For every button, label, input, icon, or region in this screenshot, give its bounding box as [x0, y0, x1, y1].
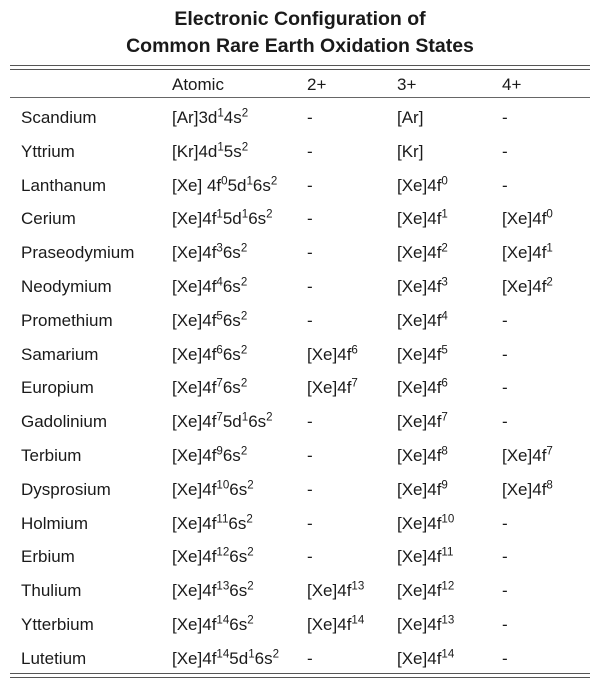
- table-row: [0, 236, 600, 270]
- ox-3plus: $[Xe]4f^7$: [397, 411, 448, 432]
- atomic-config: $[Xe]4f^56s^2$: [172, 310, 248, 330]
- element-name: Neodymium: [21, 276, 112, 296]
- ox-4plus: -: [502, 581, 508, 601]
- ox-2plus: -: [307, 513, 313, 533]
- element-name: Gadolinium: [21, 412, 107, 432]
- table-row: [0, 608, 600, 642]
- ox-3plus: $[Xe]4f^4$: [397, 310, 448, 330]
- element-name: Erbium: [21, 547, 75, 567]
- header-2plus: 2+: [307, 75, 327, 94]
- title-line-1: Electronic Configuration of: [174, 8, 426, 30]
- ox-3plus: $[Xe]4f^{13}$: [397, 614, 455, 634]
- element-name: Terbium: [21, 445, 82, 465]
- table-row: [0, 202, 600, 236]
- ox-4plus: -: [502, 310, 508, 330]
- element-name: Yttrium: [21, 141, 75, 161]
- table-row: [0, 439, 600, 473]
- ox-3plus: $[Xe]4f^{10}$: [397, 513, 455, 533]
- top-rule-outer: [10, 65, 590, 66]
- ox-2plus: -: [307, 175, 313, 195]
- table-row: [0, 101, 600, 135]
- atomic-config: $[Xe]4f^{11}6s^2$: [172, 513, 253, 533]
- ox-2plus: $[Xe]4f^{14}$: [307, 614, 365, 634]
- table-row: [0, 574, 600, 608]
- ox-3plus: $[Xe]4f^6$: [397, 378, 448, 398]
- ox-3plus: $[Xe]4f^8$: [397, 445, 448, 465]
- ox-4plus: -: [502, 513, 508, 533]
- ox-3plus: $[Xe]4f^1$: [397, 209, 448, 229]
- table-row: [0, 507, 600, 541]
- element-name: Dysprosium: [21, 479, 111, 499]
- atomic-config: $[Xe]4f^{10}6s^2$: [172, 479, 254, 499]
- header-4plus: 4+: [502, 75, 522, 94]
- ox-4plus: -: [502, 614, 508, 634]
- element-name: Samarium: [21, 344, 99, 364]
- ox-2plus: -: [307, 141, 313, 161]
- ox-4plus: $[Xe]4f^0$: [502, 209, 553, 229]
- table-row: [0, 338, 600, 372]
- table-row: [0, 473, 600, 507]
- table-row: [0, 405, 600, 439]
- atomic-config: $[Xe]4f^66s^2$: [172, 344, 248, 364]
- table-row: [0, 371, 600, 405]
- ox-2plus: -: [307, 108, 313, 127]
- element-name: Holmium: [21, 513, 89, 533]
- ox-2plus: -: [307, 547, 313, 567]
- header-3plus: 3+: [397, 75, 417, 94]
- header-rule: [10, 97, 590, 98]
- ox-4plus: -: [502, 141, 508, 161]
- ox-3plus: $[Xe]4f^3$: [397, 276, 448, 296]
- atomic-config: $[Xe]4f^75d^16s^2$: [172, 411, 273, 432]
- atomic-config: $[Xe]4f^{12}6s^2$: [172, 547, 254, 567]
- element-name: Lanthanum: [21, 175, 107, 195]
- atomic-config: $[Xe]4f^{14}6s^2$: [172, 614, 254, 634]
- title-line-2: Common Rare Earth Oxidation States: [126, 35, 474, 57]
- ox-4plus: $[Xe]4f^1$: [502, 242, 553, 263]
- ox-4plus: -: [502, 648, 508, 668]
- table-row: [0, 270, 600, 304]
- table-row: [0, 642, 600, 676]
- atomic-config: $[Xe]4f^15d^16s^2$: [172, 209, 273, 229]
- table-row: [0, 169, 600, 203]
- ox-4plus: $[Xe]4f^2$: [502, 276, 553, 296]
- ox-3plus: [Ar]: [397, 108, 424, 127]
- element-name: Scandium: [21, 108, 97, 127]
- element-name: Thulium: [21, 581, 82, 601]
- ox-4plus: -: [502, 108, 508, 127]
- ox-2plus: $[Xe]4f^6$: [307, 344, 358, 364]
- ox-2plus: -: [307, 445, 313, 465]
- ox-4plus: -: [502, 344, 508, 364]
- ox-3plus: $[Xe]4f^{14}$: [397, 648, 455, 668]
- ox-3plus: $[Xe]4f^{12}$: [397, 580, 455, 601]
- ox-3plus: $[Xe]4f^{11}$: [397, 547, 454, 567]
- ox-3plus: [Kr]: [397, 141, 424, 161]
- atomic-config: $[Kr]4d^15s^2$: [172, 141, 249, 161]
- ox-4plus: $[Xe]4f^8$: [502, 479, 553, 499]
- bottom-rule-inner: [10, 673, 590, 674]
- atomic-config: [Xe] $4f^05d^16s^2$: [172, 175, 278, 195]
- table-title: [0, 6, 600, 60]
- ox-2plus: -: [307, 243, 313, 263]
- element-name: Promethium: [21, 310, 113, 330]
- element-name: Ytterbium: [21, 614, 94, 634]
- atomic-config: $[Xe]4f^36s^2$: [172, 242, 248, 263]
- atomic-config: $[Xe]4f^76s^2$: [172, 378, 248, 398]
- top-rule-inner: [10, 69, 590, 70]
- ox-3plus: $[Xe]4f^9$: [397, 479, 448, 499]
- ox-2plus: -: [307, 412, 313, 432]
- atomic-config: $[Xe]4f^46s^2$: [172, 276, 248, 296]
- bottom-rule-outer: [10, 677, 590, 678]
- atomic-config: $[Xe]4f^{14}5d^16s^2$: [172, 648, 279, 668]
- table-row: [0, 135, 600, 169]
- ox-3plus: $[Xe]4f^0$: [397, 175, 448, 195]
- ox-4plus: $[Xe]4f^7$: [502, 445, 553, 465]
- element-name: Cerium: [21, 209, 76, 229]
- ox-4plus: -: [502, 175, 508, 195]
- table-header: [0, 72, 600, 98]
- element-name: Praseodymium: [21, 243, 135, 263]
- ox-2plus: -: [307, 276, 313, 296]
- ox-2plus: -: [307, 648, 313, 668]
- element-name: Lutetium: [21, 648, 87, 668]
- ox-2plus: $[Xe]4f^{13}$: [307, 580, 365, 601]
- ox-4plus: -: [502, 378, 508, 398]
- atomic-config: $[Xe]4f^96s^2$: [172, 445, 248, 465]
- table-body: [0, 101, 600, 676]
- element-name: Europium: [21, 378, 94, 398]
- ox-3plus: $[Xe]4f^5$: [397, 344, 448, 364]
- ox-2plus: -: [307, 209, 313, 229]
- ox-2plus: $[Xe]4f^7$: [307, 378, 358, 398]
- ox-4plus: -: [502, 547, 508, 567]
- table-row: [0, 540, 600, 574]
- atomic-config: $[Xe]4f^{13}6s^2$: [172, 580, 254, 601]
- table-row: [0, 304, 600, 338]
- header-atomic: Atomic: [172, 75, 224, 94]
- atomic-config: $[Ar]3d^14s^2$: [172, 107, 249, 127]
- ox-4plus: -: [502, 412, 508, 432]
- ox-2plus: -: [307, 310, 313, 330]
- ox-3plus: $[Xe]4f^2$: [397, 242, 448, 263]
- ox-2plus: -: [307, 479, 313, 499]
